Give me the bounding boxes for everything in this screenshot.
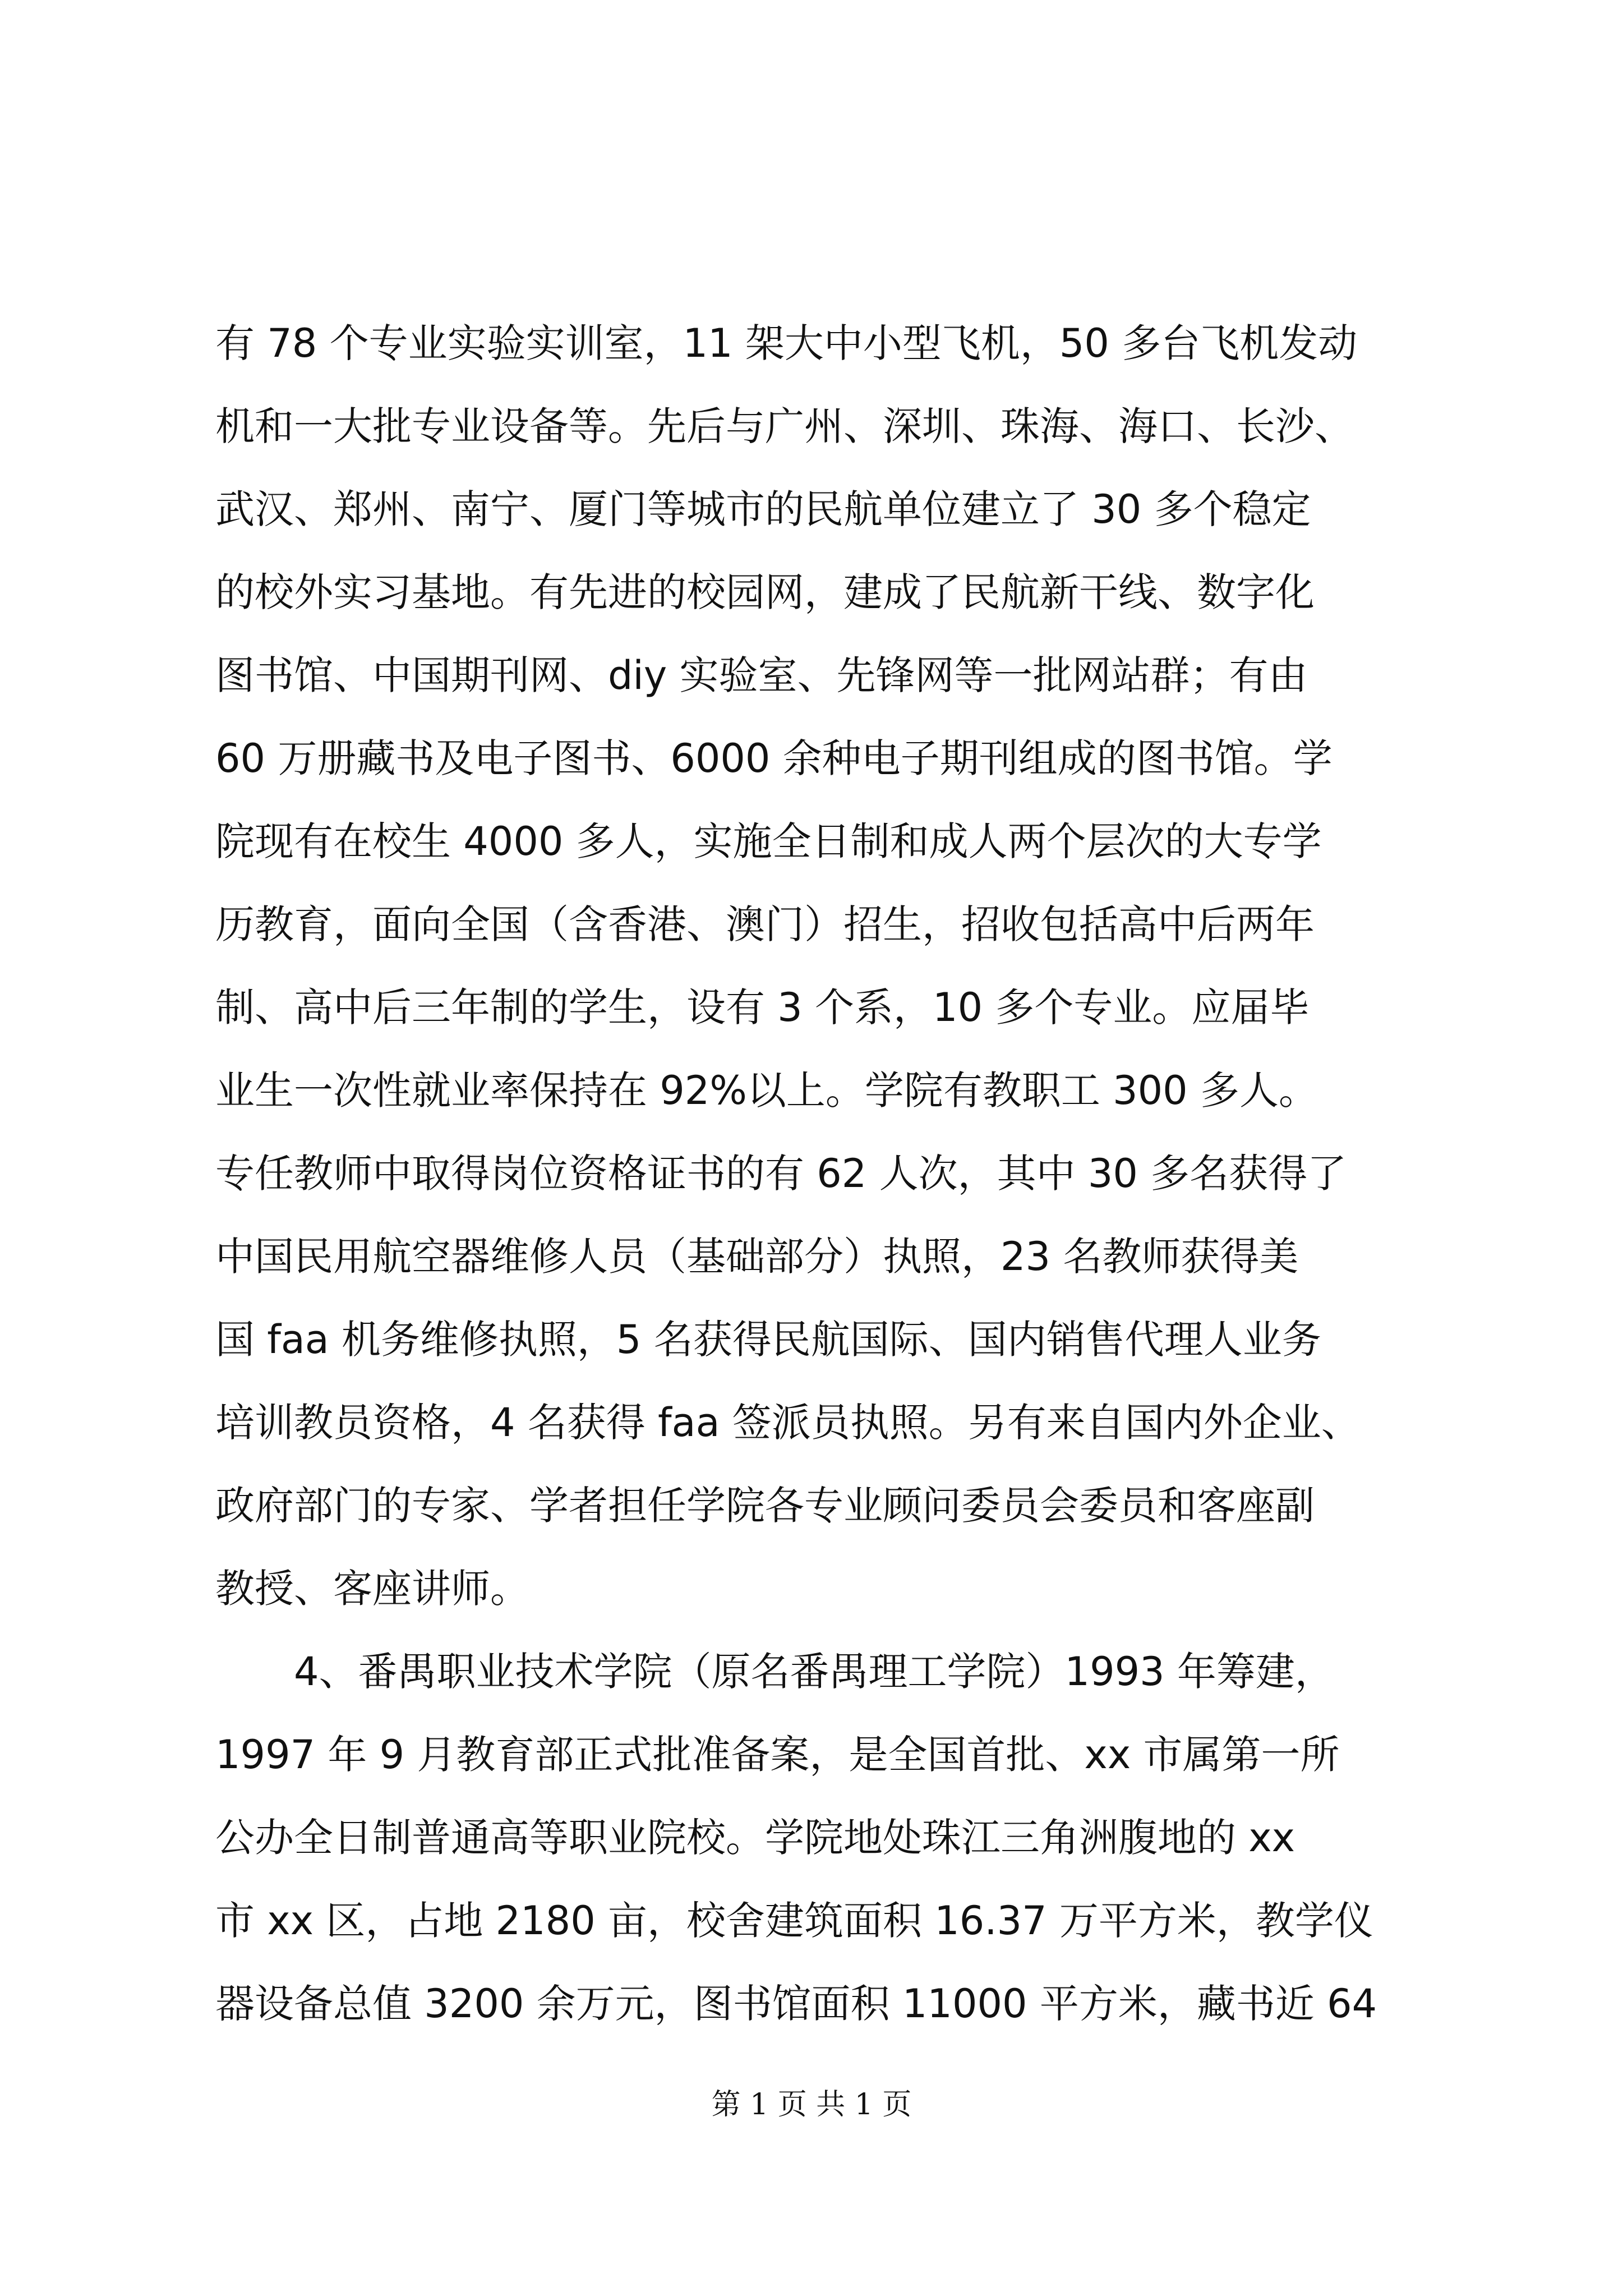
text-line: 专任教师中取得岗位资格证书的有 62 人次，其中 30 多名获得了 [215,1151,1347,1197]
text-line: 器设备总值 3200 余万元，图书馆面积 11000 平方米，藏书近 64 [215,1981,1377,2027]
text-line: 公办全日制普通高等职业院校。学院地处珠江三角洲腹地的 xx [215,1815,1295,1861]
text-line: 制、高中后三年制的学生，设有 3 个系，10 多个专业。应届毕 [215,984,1310,1030]
text-line: 有 78 个专业实验实训室，11 架大中小型飞机，50 多台飞机发动 [215,320,1358,366]
text-line: 培训教员资格，4 名获得 faa 签派员执照。另有来自国内外企业、 [215,1400,1361,1446]
paragraph-start-line: 4、番禺职业技术学院（原名番禺理工学院）1993 年筹建， [294,1649,1334,1695]
text-line: 的校外实习基地。有先进的校园网，建成了民航新干线、数字化 [215,569,1315,615]
text-line: 院现有在校生 4000 多人，实施全日制和成人两个层次的大专学 [215,818,1322,864]
text-line: 武汉、郑州、南宁、厦门等城市的民航单位建立了 30 多个稳定 [215,486,1311,532]
text-line: 1997 年 9 月教育部正式批准备案，是全国首批、xx 市属第一所 [215,1732,1340,1778]
text-line: 业生一次性就业率保持在 92%以上。学院有教职工 300 多人。 [215,1068,1318,1114]
page-number-footer: 第 1 页 共 1 页 [711,2088,912,2122]
text-line: 中国民用航空器维修人员（基础部分）执照，23 名教师获得美 [215,1234,1299,1280]
text-line: 图书馆、中国期刊网、diy 实验室、先锋网等一批网站群；有由 [215,652,1308,698]
text-line: 60 万册藏书及电子图书、6000 余种电子期刊组成的图书馆。学 [215,735,1332,781]
text-line: 教授、客座讲师。 [215,1566,529,1612]
text-line: 国 faa 机务维修执照，5 名获得民航国际、国内销售代理人业务 [215,1317,1321,1363]
text-line: 机和一大批专业设备等。先后与广州、深圳、珠海、海口、长沙、 [215,403,1354,449]
document-body [215,302,1415,2045]
text-line: 历教育，面向全国（含香港、澳门）招生，招收包括高中后两年 [215,901,1315,947]
text-line: 政府部门的专家、学者担任学院各专业顾问委员会委员和客座副 [215,1483,1315,1529]
text-line: 市 xx 区，占地 2180 亩，校舍建筑面积 16.37 万平方米，教学仪 [215,1898,1373,1944]
